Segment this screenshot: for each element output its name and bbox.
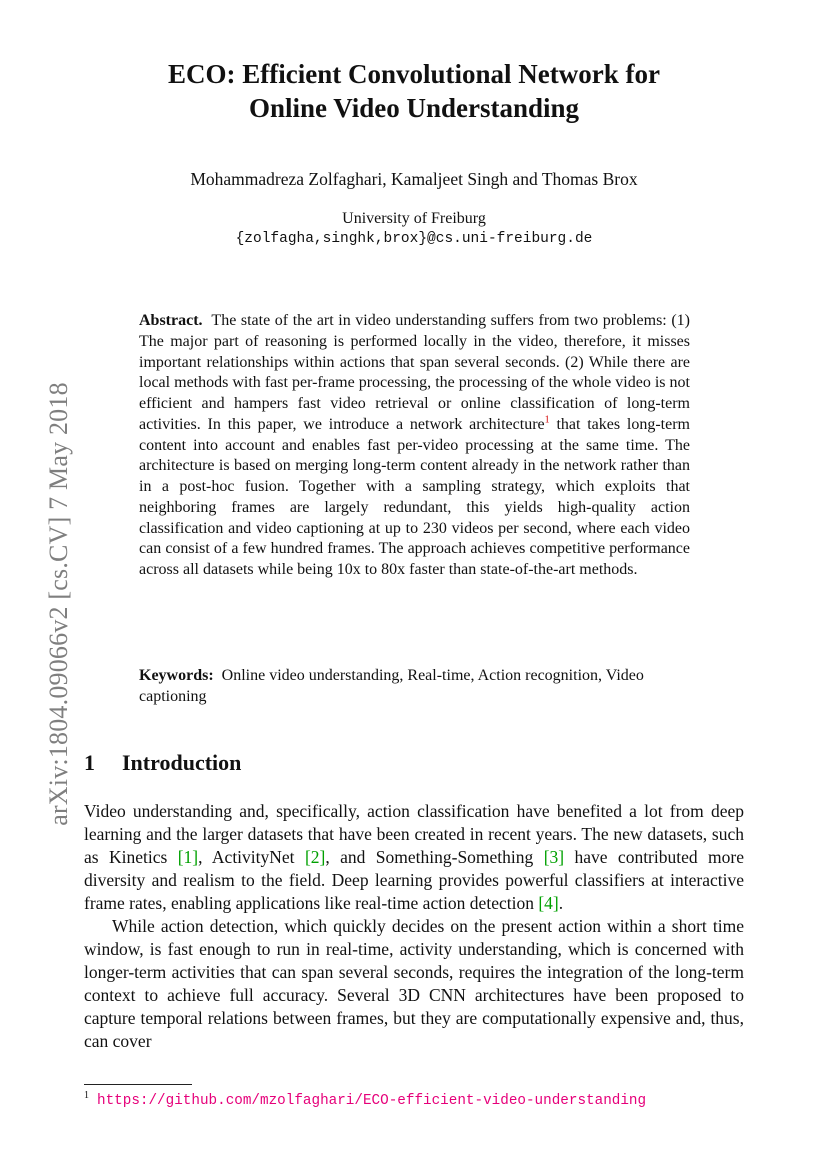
- keywords-label: Keywords:: [139, 667, 214, 684]
- keywords-text: Online video understanding, Real-time, Action recognition, Video captioning: [139, 667, 644, 705]
- footnote-mark: 1: [84, 1090, 89, 1102]
- arxiv-side-stamp: arXiv:1804.09066v2 [cs.CV] 7 May 2018: [44, 382, 73, 826]
- intro-paragraph-1: [84, 800, 744, 915]
- abstract-text-part-2: that takes long-term content into account and enables fast per-video processing at the same time. The architecture is based on merging long-term content already in the network rather than in a post-hoc fusion. Together with a sampling strategy, which exploits that neighboring frames are largely redundant, this yields high-quality action classification and video captioning at up to 230 videos per second, where each video can consist of a few hundred frames. The approach achieves competitive performance across all datasets while being 10x to 80x faster than state-of-the-art methods.: [139, 415, 691, 578]
- citation-link[interactable]: [3]: [543, 847, 565, 867]
- title-line-1: ECO: Efficient Convolutional Network for: [168, 59, 660, 89]
- abstract-label: Abstract.: [139, 312, 203, 329]
- paragraph-text: .: [558, 893, 564, 913]
- keywords: [139, 666, 690, 708]
- paragraph-text: , and Something-Something: [325, 847, 544, 867]
- citation-link[interactable]: [4]: [538, 893, 559, 913]
- paper-title: [84, 57, 744, 125]
- citation-link[interactable]: [1]: [177, 847, 199, 867]
- section-heading-introduction: [84, 749, 241, 777]
- introduction-body: [84, 800, 744, 1053]
- footnote-url-link[interactable]: https://github.com/mzolfaghari/ECO-efficient-video-understanding: [97, 1093, 647, 1109]
- affiliation: University of Freiburg: [342, 210, 486, 227]
- footnote-1: [84, 1092, 646, 1110]
- paragraph-text: have contributed more diversity and realism to the field. Deep learning provides powerful classifiers at interactive frame rates, enabling applications like real-time action detection: [84, 847, 744, 913]
- abstract-text-part-1: The state of the art in video understanding suffers from two problems: (1) The major part of reasoning is performed locally in the video, therefore, it misses important relationships within actions that span several seconds. (2) While there are local methods with fast per-frame processing, the processing of the whole video is not efficient and hampers fast video retrieval or online classification of long-term activities. In this paper, we introduce a network architecture: [139, 312, 690, 433]
- section-number: 1: [84, 750, 95, 775]
- footnote-divider: [84, 1084, 192, 1085]
- intro-paragraph-2: While action detection, which quickly decides on the present action within a short time window, is fast enough to run in real-time, activity understanding, which is concerned with longer-term activities that can span several seconds, requires the integration of the long-term context to achieve full accuracy. Several 3D CNN architectures have been proposed to capture temporal relations between frames, but they are computationally expensive and, thus, can cover: [84, 916, 744, 1051]
- footnote-ref-1[interactable]: 1: [544, 414, 550, 426]
- section-title: Introduction: [122, 750, 242, 775]
- paragraph-text: Video understanding and, specifically, action classification have benefited a lot from deep learning and the larger datasets that have been created in recent years. The new datasets, such as Kinetics: [84, 801, 744, 867]
- affiliation-block: [84, 208, 744, 250]
- title-line-2: Online Video Understanding: [248, 93, 580, 123]
- citation-link[interactable]: [2]: [304, 847, 326, 867]
- author-emails: {zolfagha,singhk,brox}@cs.uni-freiburg.de: [235, 231, 593, 247]
- paragraph-text: , ActivityNet: [198, 847, 305, 867]
- abstract: [139, 311, 690, 581]
- author-list: Mohammadreza Zolfaghari, Kamaljeet Singh and Thomas Brox: [190, 169, 638, 189]
